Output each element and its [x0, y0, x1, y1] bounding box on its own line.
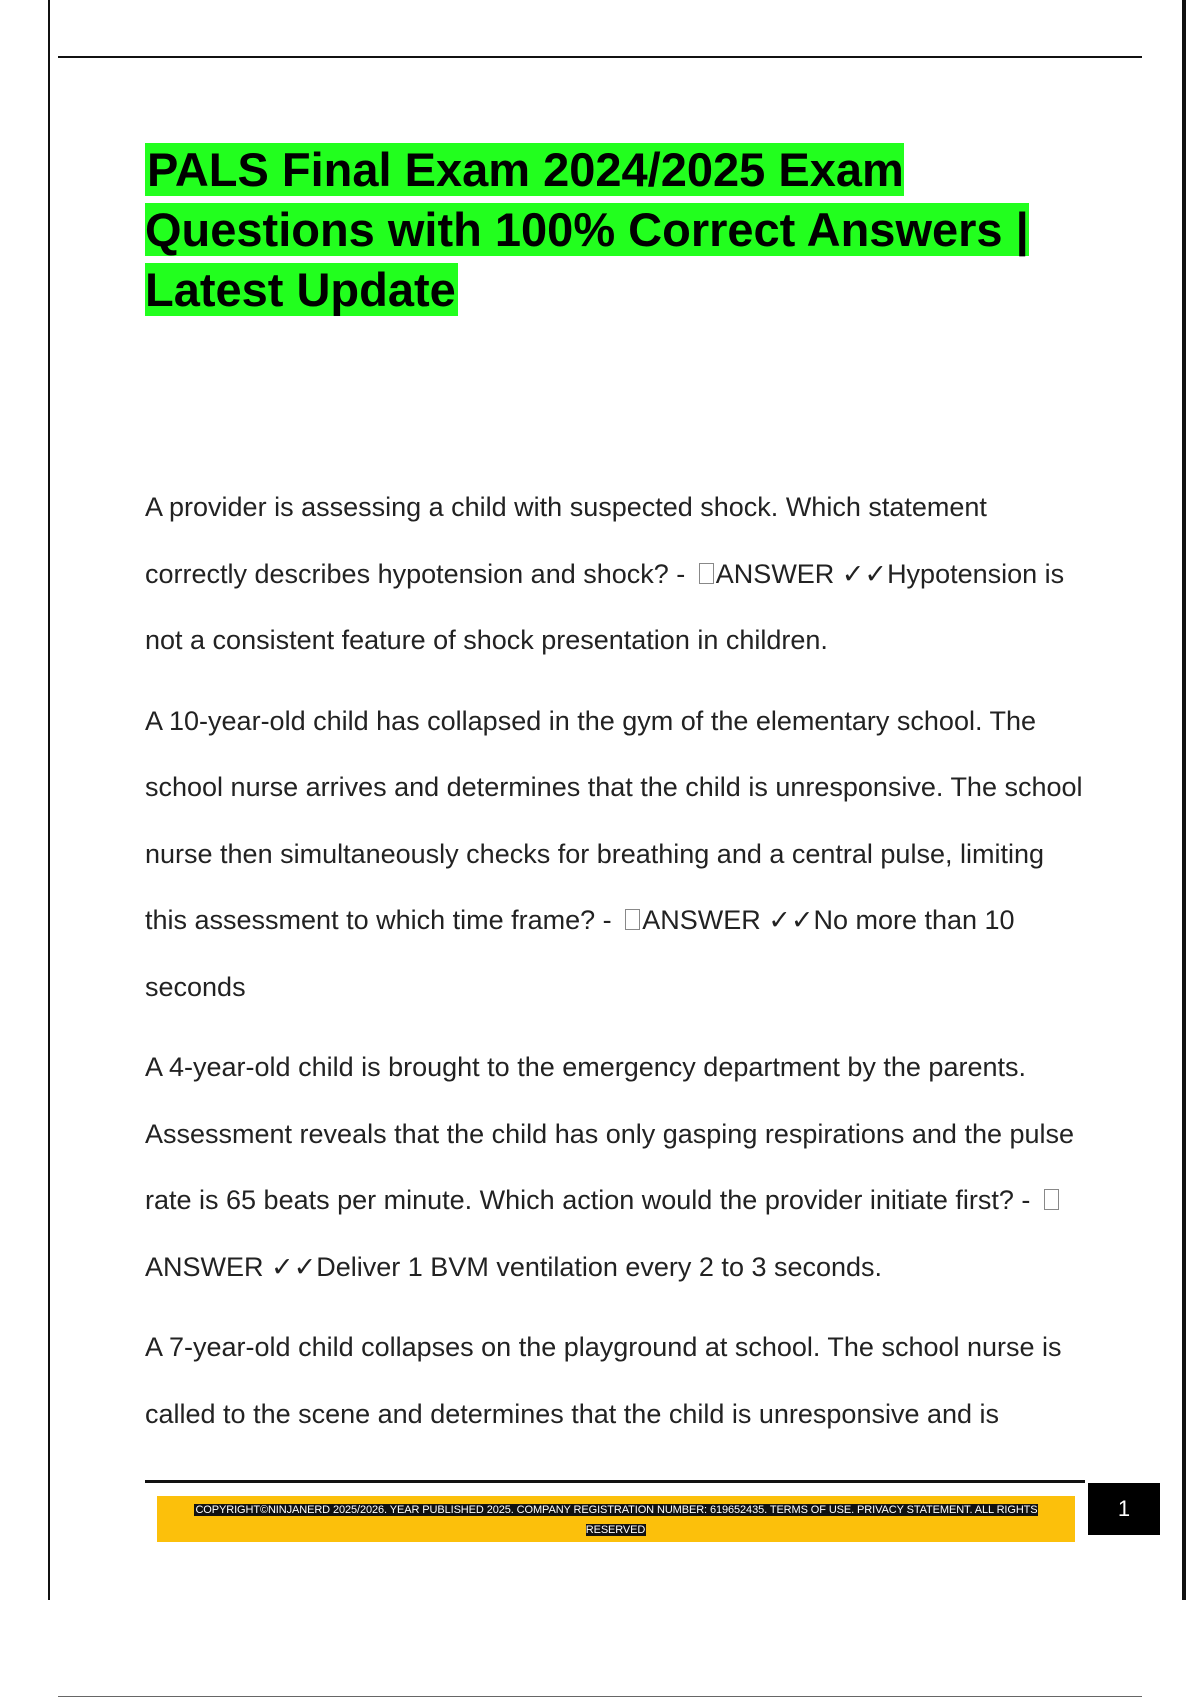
- footer-rule: [145, 1480, 1085, 1483]
- document-title: [145, 140, 1085, 320]
- answer-text: Hypotension is not a consistent feature of shock presentation in children.: [145, 558, 1065, 655]
- question-text: A 4-year-old child is brought to the emergency department by the parents. Assessment reveals that the child has only gasping respirations and the pulse rate is 65 beats per minute. Which action would the provider initiate first? -: [145, 1052, 1075, 1215]
- question-item: [145, 1314, 1090, 1447]
- question-text: A 10-year-old child has collapsed in the gym of the elementary school. The school nurse arrives and determines that the child is unresponsive. The school nurse then simultaneously checks for breathing and a central pulse, limiting this assessment to which time frame? -: [145, 705, 1083, 935]
- question-item: [145, 1034, 1090, 1300]
- page-number: 1: [1088, 1483, 1160, 1535]
- page-border-right: [1182, 0, 1186, 1600]
- answer-text: Deliver 1 BVM ventilation every 2 to 3 seconds.: [316, 1251, 883, 1282]
- answer-marker-icon: [699, 563, 714, 584]
- document-title-text: PALS Final Exam 2024/2025 Exam Questions with 100% Correct Answers | Latest Update: [145, 143, 1029, 316]
- page-border-left: [48, 0, 50, 1600]
- answer-marker-icon: [625, 909, 640, 930]
- question-item: [145, 688, 1090, 1021]
- question-text: A 7-year-old child collapses on the playground at school. The school nurse is called to the scene and determines that the child is unresponsive and is: [145, 1332, 1062, 1429]
- answer-marker-icon: [1044, 1189, 1059, 1210]
- question-list: [145, 474, 1090, 1447]
- answer-label: ANSWER ✓✓: [642, 905, 814, 935]
- answer-label: ANSWER ✓✓: [715, 558, 888, 589]
- question-text: A provider is assessing a child with suspected shock. Which statement correctly describes hypotension and shock? -: [145, 492, 987, 589]
- footer-copyright-text: COPYRIGHT©NINJANERD 2025/2026. YEAR PUBLISHED 2025. COMPANY REGISTRATION NUMBER: 619652435. TERMS OF USE. PRIVACY STATEMENT. ALL RIGHTS RESERVED: [195, 1504, 1038, 1536]
- question-item: [145, 474, 1090, 674]
- answer-label: ANSWER ✓✓: [145, 1251, 317, 1282]
- footer-copyright: [170, 1500, 1062, 1540]
- next-page-rule: [58, 1696, 1142, 1697]
- header-rule: [58, 56, 1142, 58]
- answer-text: No more than 10 seconds: [145, 905, 1015, 1002]
